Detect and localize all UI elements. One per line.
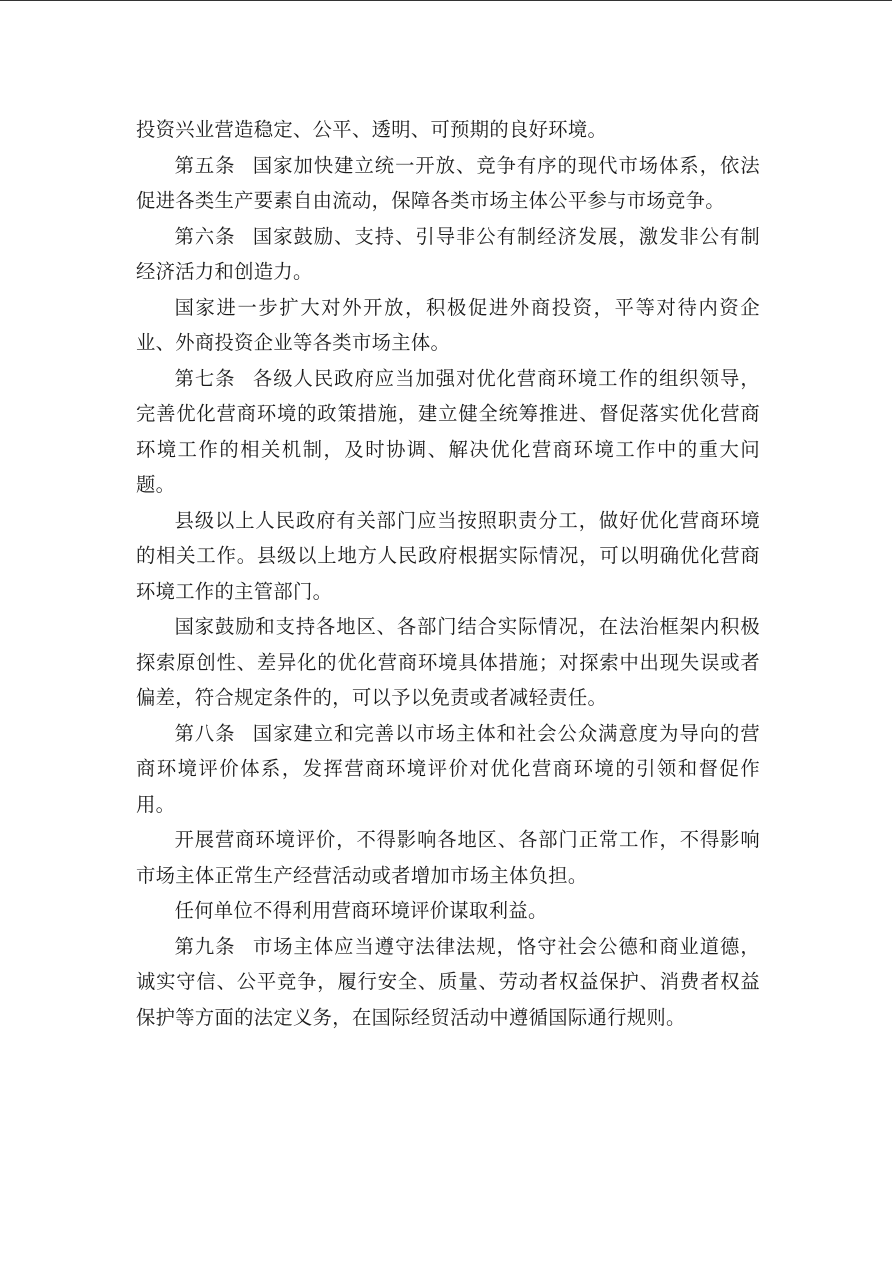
article-number: 第六条	[174, 224, 236, 248]
paragraph-article-8-clause-2	[136, 822, 760, 893]
paragraph-text: 开展营商环境评价，不得影响各地区、各部门正常工作，不得影响市场主体正常生产经营活动或者增加市场主体负担。	[136, 828, 760, 887]
paragraph-text: 县级以上人民政府有关部门应当按照职责分工，做好优化营商环境的相关工作。县级以上地方人民政府根据实际情况，可以明确优化营商环境工作的主管部门。	[136, 508, 760, 603]
paragraph-text: 市场主体应当遵守法律法规，恪守社会公德和商业道德，诚实守信、公平竞争，履行安全、质量、劳动者权益保护、消费者权益保护等方面的法定义务，在国际经贸活动中遵循国际通行规则。	[136, 934, 760, 1029]
article-number: 第五条	[174, 153, 236, 177]
article-number: 第八条	[174, 721, 236, 745]
paragraph-text: 国家鼓励、支持、引导非公有制经济发展，激发非公有制经济活力和创造力。	[136, 224, 760, 283]
paragraph-article-8	[136, 716, 760, 823]
paragraph-text: 国家建立和完善以市场主体和社会公众满意度为导向的营商环境评价体系，发挥营商环境评价对优化营商环境的引领和督促作用。	[136, 721, 760, 816]
paragraph-article-7-clause-2	[136, 503, 760, 610]
paragraph-article-6-clause-2	[136, 290, 760, 361]
paragraph-article-7	[136, 361, 760, 503]
paragraph-text: 投资兴业营造稳定、公平、透明、可预期的良好环境。	[136, 118, 608, 141]
paragraph-article-6	[136, 219, 760, 290]
paragraph-article-8-clause-3	[136, 893, 760, 929]
paragraph-text: 国家鼓励和支持各地区、各部门结合实际情况，在法治框架内积极探索原创性、差异化的优化营商环境具体措施；对探索中出现失误或者偏差，符合规定条件的，可以予以免责或者减轻责任。	[136, 615, 760, 709]
paragraph-article-5	[136, 148, 760, 219]
article-number: 第九条	[174, 934, 236, 958]
paragraph-article-9	[136, 929, 760, 1036]
article-number: 第七条	[174, 366, 236, 390]
paragraph-text: 各级人民政府应当加强对优化营商环境工作的组织领导，完善优化营商环境的政策措施，建立健全统筹推进、督促落实优化营商环境工作的相关机制，及时协调、解决优化营商环境工作中的重大问题。	[136, 366, 760, 496]
paragraph-continuation	[136, 112, 760, 148]
paragraph-text: 国家加快建立统一开放、竞争有序的现代市场体系，依法促进各类生产要素自由流动，保障各类市场主体公平参与市场竞争。	[136, 153, 760, 212]
document-body	[136, 112, 760, 1035]
paragraph-text: 任何单位不得利用营商环境评价谋取利益。	[174, 899, 548, 922]
paragraph-article-7-clause-3	[136, 609, 760, 716]
paragraph-text: 国家进一步扩大对外开放，积极促进外商投资，平等对待内资企业、外商投资企业等各类市场主体。	[136, 295, 760, 354]
